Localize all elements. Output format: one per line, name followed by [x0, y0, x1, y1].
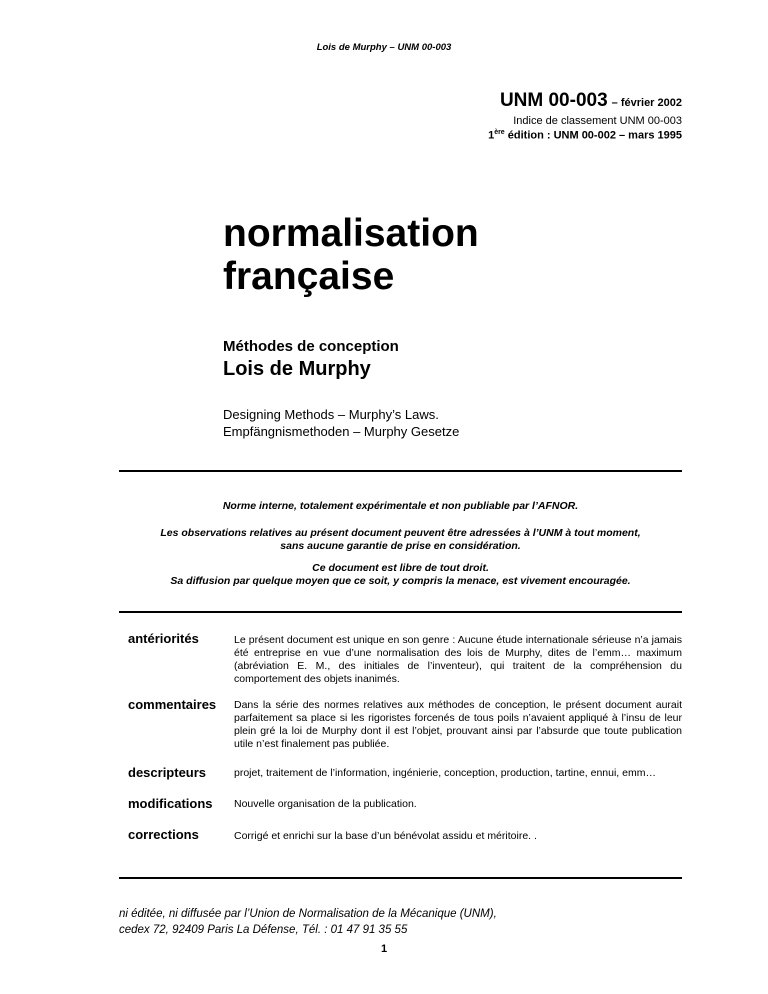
footer-text	[119, 906, 497, 938]
notice-line-1: Norme interne, totalement expérimentale et non publiable par l’AFNOR.	[222, 500, 579, 512]
label-commentaires: commentaires	[128, 697, 217, 712]
footer-line-2: cedex 72, 92409 Paris La Défense, Tél. : 01 47 91 35 55	[119, 924, 408, 936]
title-english: Designing Methods – Murphy’s Laws.	[223, 407, 439, 422]
notice-line-3: sans aucune garantie de prise en considération.	[280, 540, 521, 552]
page-number: 1	[380, 943, 388, 955]
title-line-1: normalisation	[223, 212, 479, 255]
text-corrections: Corrigé et enrichi sur la base d’un bénévolat assidu et méritoire. .	[234, 830, 537, 842]
text-commentaires: Dans la série des normes relatives aux méthodes de conception, le présent document aurait parfaitement sa place si les rigoristes forcenés de tous poils n’avaient appliqué à l’insu de leur plein gré la loi de Murphy dont il est l’objet, prouvant ainsi par l’absurde que toute publication utile n’est finalement pas publiée.	[234, 699, 682, 750]
label-corrections: corrections	[128, 827, 199, 842]
subtitle-category: Méthodes de conception	[223, 338, 399, 355]
first-edition: 1ère édition : UNM 00-002 – mars 1995	[488, 129, 682, 142]
divider-top	[119, 470, 682, 472]
subtitle-name: Lois de Murphy	[223, 358, 371, 380]
divider-middle	[119, 611, 682, 613]
alternate-titles	[223, 406, 459, 440]
document-title	[223, 212, 479, 298]
reference-number: UNM 00-003	[499, 90, 608, 111]
text-descripteurs: projet, traitement de l’information, ingénierie, conception, production, tartine, ennui, emm…	[234, 767, 656, 779]
divider-bottom	[119, 877, 682, 879]
title-german: Empfängnismethoden – Murphy Gesetze	[223, 424, 460, 439]
label-descripteurs: descripteurs	[128, 765, 207, 780]
classification-index: Indice de classement UNM 00-003	[513, 115, 682, 127]
label-modifications: modifications	[128, 796, 213, 811]
notice-line-4: Ce document est libre de tout droit.	[312, 562, 489, 574]
notice-line-2: Les observations relatives au présent document peuvent être adressées à l’UNM à tout moment,	[160, 527, 641, 539]
reference-block	[488, 90, 682, 142]
notice-line-5: Sa diffusion par quelque moyen que ce soit, y compris la menace, est vivement encouragée.	[170, 575, 631, 587]
label-anteriorites: antériorités	[128, 631, 199, 646]
text-anteriorites: Le présent document est unique en son genre : Aucune étude internationale sérieuse n’a jamais été entreprise en vue d’une normalisation des lois de Murphy, dites de l’emm… maximum (abréviation E. M., des initiales de l’inventeur), qui traitent de la compréhension du comportement des objets inanimés.	[234, 634, 682, 685]
title-line-2: française	[223, 255, 395, 298]
running-header: Lois de Murphy – UNM 00-003	[316, 42, 452, 53]
footer-line-1: ni éditée, ni diffusée par l’Union de Normalisation de la Mécanique (UNM),	[119, 908, 497, 920]
reference-date: – février 2002	[611, 97, 682, 109]
text-modifications: Nouvelle organisation de la publication.	[234, 798, 417, 810]
